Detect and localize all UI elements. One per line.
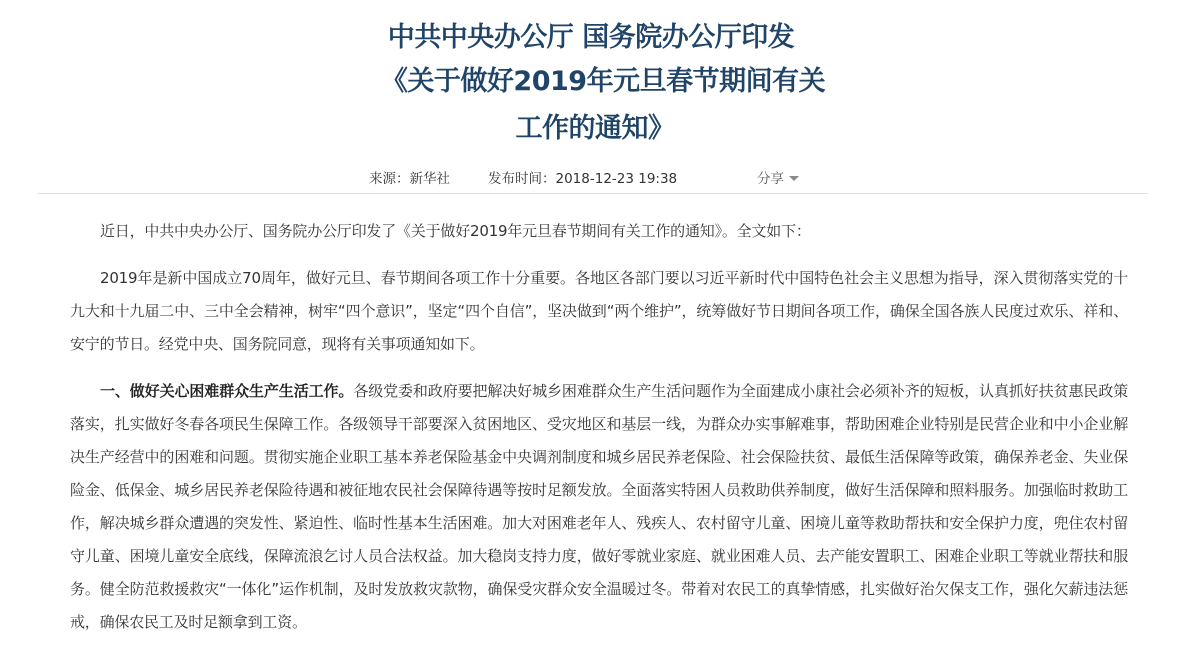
paragraph-3-text: 各级党委和政府要把解决好城乡困难群众生产生活问题作为全面建成小康社会必须补齐的短板，认真抓好扶贫惠民政策落实，扎实做好冬春各项民生保障工作。各级领导干部要深入贫困地区、受灾地区和基层一线，为群众办实事解难事，帮助困难企业特别是民营企业和中小企业解决生产经营中的困难和问题。贯彻实施企业职工基本养老保险基金中央调剂制度和城乡居民养老保险、社会保险扶贫、最低生活保障等政策，确保养老金、失业保险金、低保金、城乡居民养老保险待遇和被征地农民社会保障待遇等按时足额发放。全面落实特困人员救助供养制度，做好生活保障和照料服务。加强临时救助工作，解决城乡群众遭遇的突发性、紧迫性、临时性基本生活困难。加大对困难老年人、残疾人、农村留守儿童、困境儿童等救助帮扶和安全保护力度，兜住农村留守儿童、困境儿童安全底线，保障流浪乞讨人员合法权益。加大稳岗支持力度，做好零就业家庭、就业困难人员、去产能安置职工、困难企业职工等就业帮扶和服务。健全防范救援救灾“一体化”运作机制，及时发放救灾款物，确保受灾群众安全温暖过冬。带着对农民工的真挚情感，扎实做好治欠保支工作，强化欠薪违法惩戒，确保农民工及时足额拿到工资。 xyxy=(70,382,1129,631)
chevron-down-icon xyxy=(789,176,799,181)
paragraph-1-text: 近日，中共中央办公厅、国务院办公厅印发了《关于做好2019年元旦春节期间有关工作的通知》。全文如下： xyxy=(100,222,811,240)
article-source: 来源：新华社 xyxy=(369,171,450,187)
meta-divider xyxy=(38,193,1148,194)
article-title-line-3: 工作的通知》 xyxy=(515,113,675,144)
article-publish-time: 发布时间：2018-12-23 19:38 xyxy=(488,171,678,187)
paragraph-1 xyxy=(70,215,1128,248)
article-title-line-1: 中共中央办公厅 国务院办公厅印发 xyxy=(387,22,795,53)
article-body xyxy=(70,215,1128,653)
article-title-line-2: 《关于做好2019年元旦春节期间有关 xyxy=(380,66,826,97)
share-label: 分享 xyxy=(757,171,784,187)
article-meta xyxy=(0,162,1186,190)
paragraph-3-heading: 一、做好关心困难群众生产生活工作。 xyxy=(100,382,354,400)
paragraph-3 xyxy=(70,375,1128,639)
paragraph-2-text: 2019年是新中国成立70周年，做好元旦、春节期间各项工作十分重要。各地区各部门要以习近平新时代中国特色社会主义思想为指导，深入贯彻落实党的十九大和十九届二中、三中全会精神，树牢“四个意识”，坚定“四个自信”，坚决做到“两个维护”，统筹做好节日期间各项工作，确保全国各族人民度过欢乐、祥和、安宁的节日。经党中央、国务院同意，现将有关事项通知如下。 xyxy=(70,269,1128,353)
share-button[interactable] xyxy=(755,165,801,189)
paragraph-2 xyxy=(70,262,1128,361)
